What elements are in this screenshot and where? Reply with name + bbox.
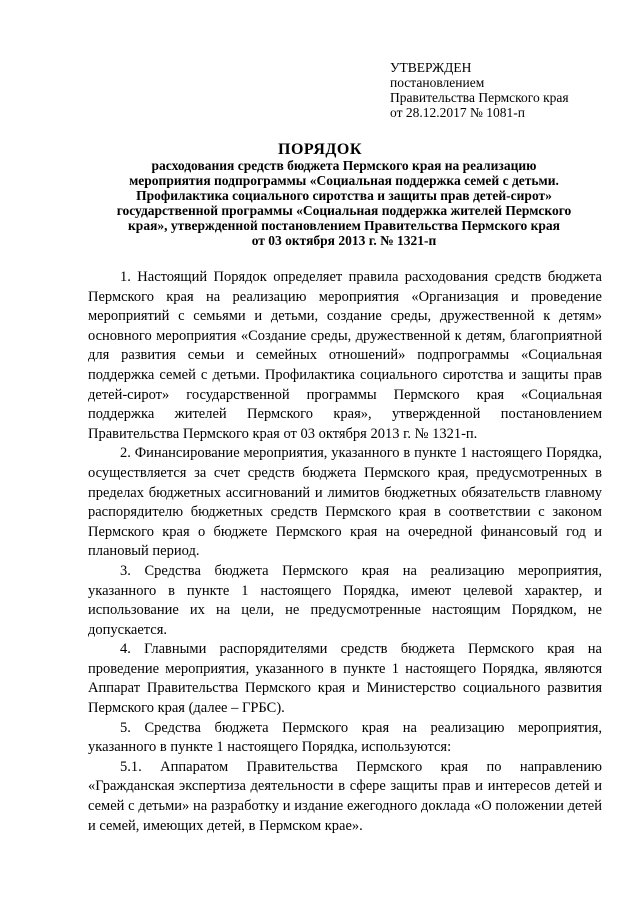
approval-stamp <box>390 60 630 120</box>
paragraph-5: 5. Средства бюджета Пермского края на реализацию мероприятия, указанного в пункте 1 настоящего Порядка, используются: <box>88 719 602 756</box>
paragraph-2: 2. Финансирование мероприятия, указанного в пункте 1 настоящего Порядка, осуществляется за счет средств бюджета Пермского края, предусмотренных в пределах бюджетных ассигнований и лимитов бюджетных обязательств главному распорядителю бюджетных средств Пермского края в соответствии с законом Пермского края о бюджете Пермского края на очередной финансовый год и плановый период. <box>88 445 602 560</box>
paragraph-3: 3. Средства бюджета Пермского края на реализацию мероприятия, указанного в пункте 1 настоящего Порядка, имеют целевой характер, и использование их на цели, не предусмотренные настоящим Порядком, не допускается. <box>88 562 602 638</box>
paragraph-5-1: 5.1. Аппаратом Правительства Пермского края по направлению «Гражданская экспертиза деятельности в сфере защиты прав и интересов детей и семей с детьми» на разработку и издание ежегодного доклада «О положении детей и семей, имеющих детей, в Пермском крае». <box>88 758 602 834</box>
approval-line: Правительства Пермского края <box>390 90 569 105</box>
document-title: ПОРЯДОК <box>278 141 362 158</box>
document-body <box>88 268 602 836</box>
document-subtitle <box>80 158 608 248</box>
subtitle-line: расходования средств бюджета Пермского края на реализацию <box>151 158 537 173</box>
paragraph-1: 1. Настоящий Порядок определяет правила расходования средств бюджета Пермского края на реализацию мероприятия «Организация и проведение мероприятий с семьями и детьми, создание среды, дружественной к детям» основного мероприятия «Создание среды, дружественной к детям, благоприятной для развития семьи и семейных отношений» подпрограммы «Социальная поддержка семей с детьми. Профилактика социального сиротства и защиты прав детей-сирот» государственной программы Пермского края «Социальная поддержка жителей Пермского края», утвержденной постановлением Правительства Пермского края от 03 октября 2013 г. № 1321-п. <box>88 269 602 442</box>
paragraph-4: 4. Главными распорядителями средств бюджета Пермского края на проведение мероприятия, указанного в пункте 1 настоящего Порядка, являются Аппарат Правительства Пермского края и Министерство социального развития Пермского края (далее – ГРБС). <box>88 641 602 717</box>
subtitle-line: государственной программы «Социальная поддержка жителей Пермского <box>116 203 572 218</box>
subtitle-line: Профилактика социального сиротства и защиты прав детей-сирот» <box>136 188 552 203</box>
approval-date-number: от 28.12.2017 № 1081-п <box>390 105 525 120</box>
approval-line: постановлением <box>390 75 485 90</box>
subtitle-line: края», утвержденной постановлением Правительства Пермского края <box>128 218 560 233</box>
subtitle-line: мероприятия подпрограммы «Социальная поддержка семей с детьми. <box>129 173 559 188</box>
subtitle-line: от 03 октября 2013 г. № 1321-п <box>251 233 437 248</box>
approval-heading: УТВЕРЖДЕН <box>390 60 472 75</box>
